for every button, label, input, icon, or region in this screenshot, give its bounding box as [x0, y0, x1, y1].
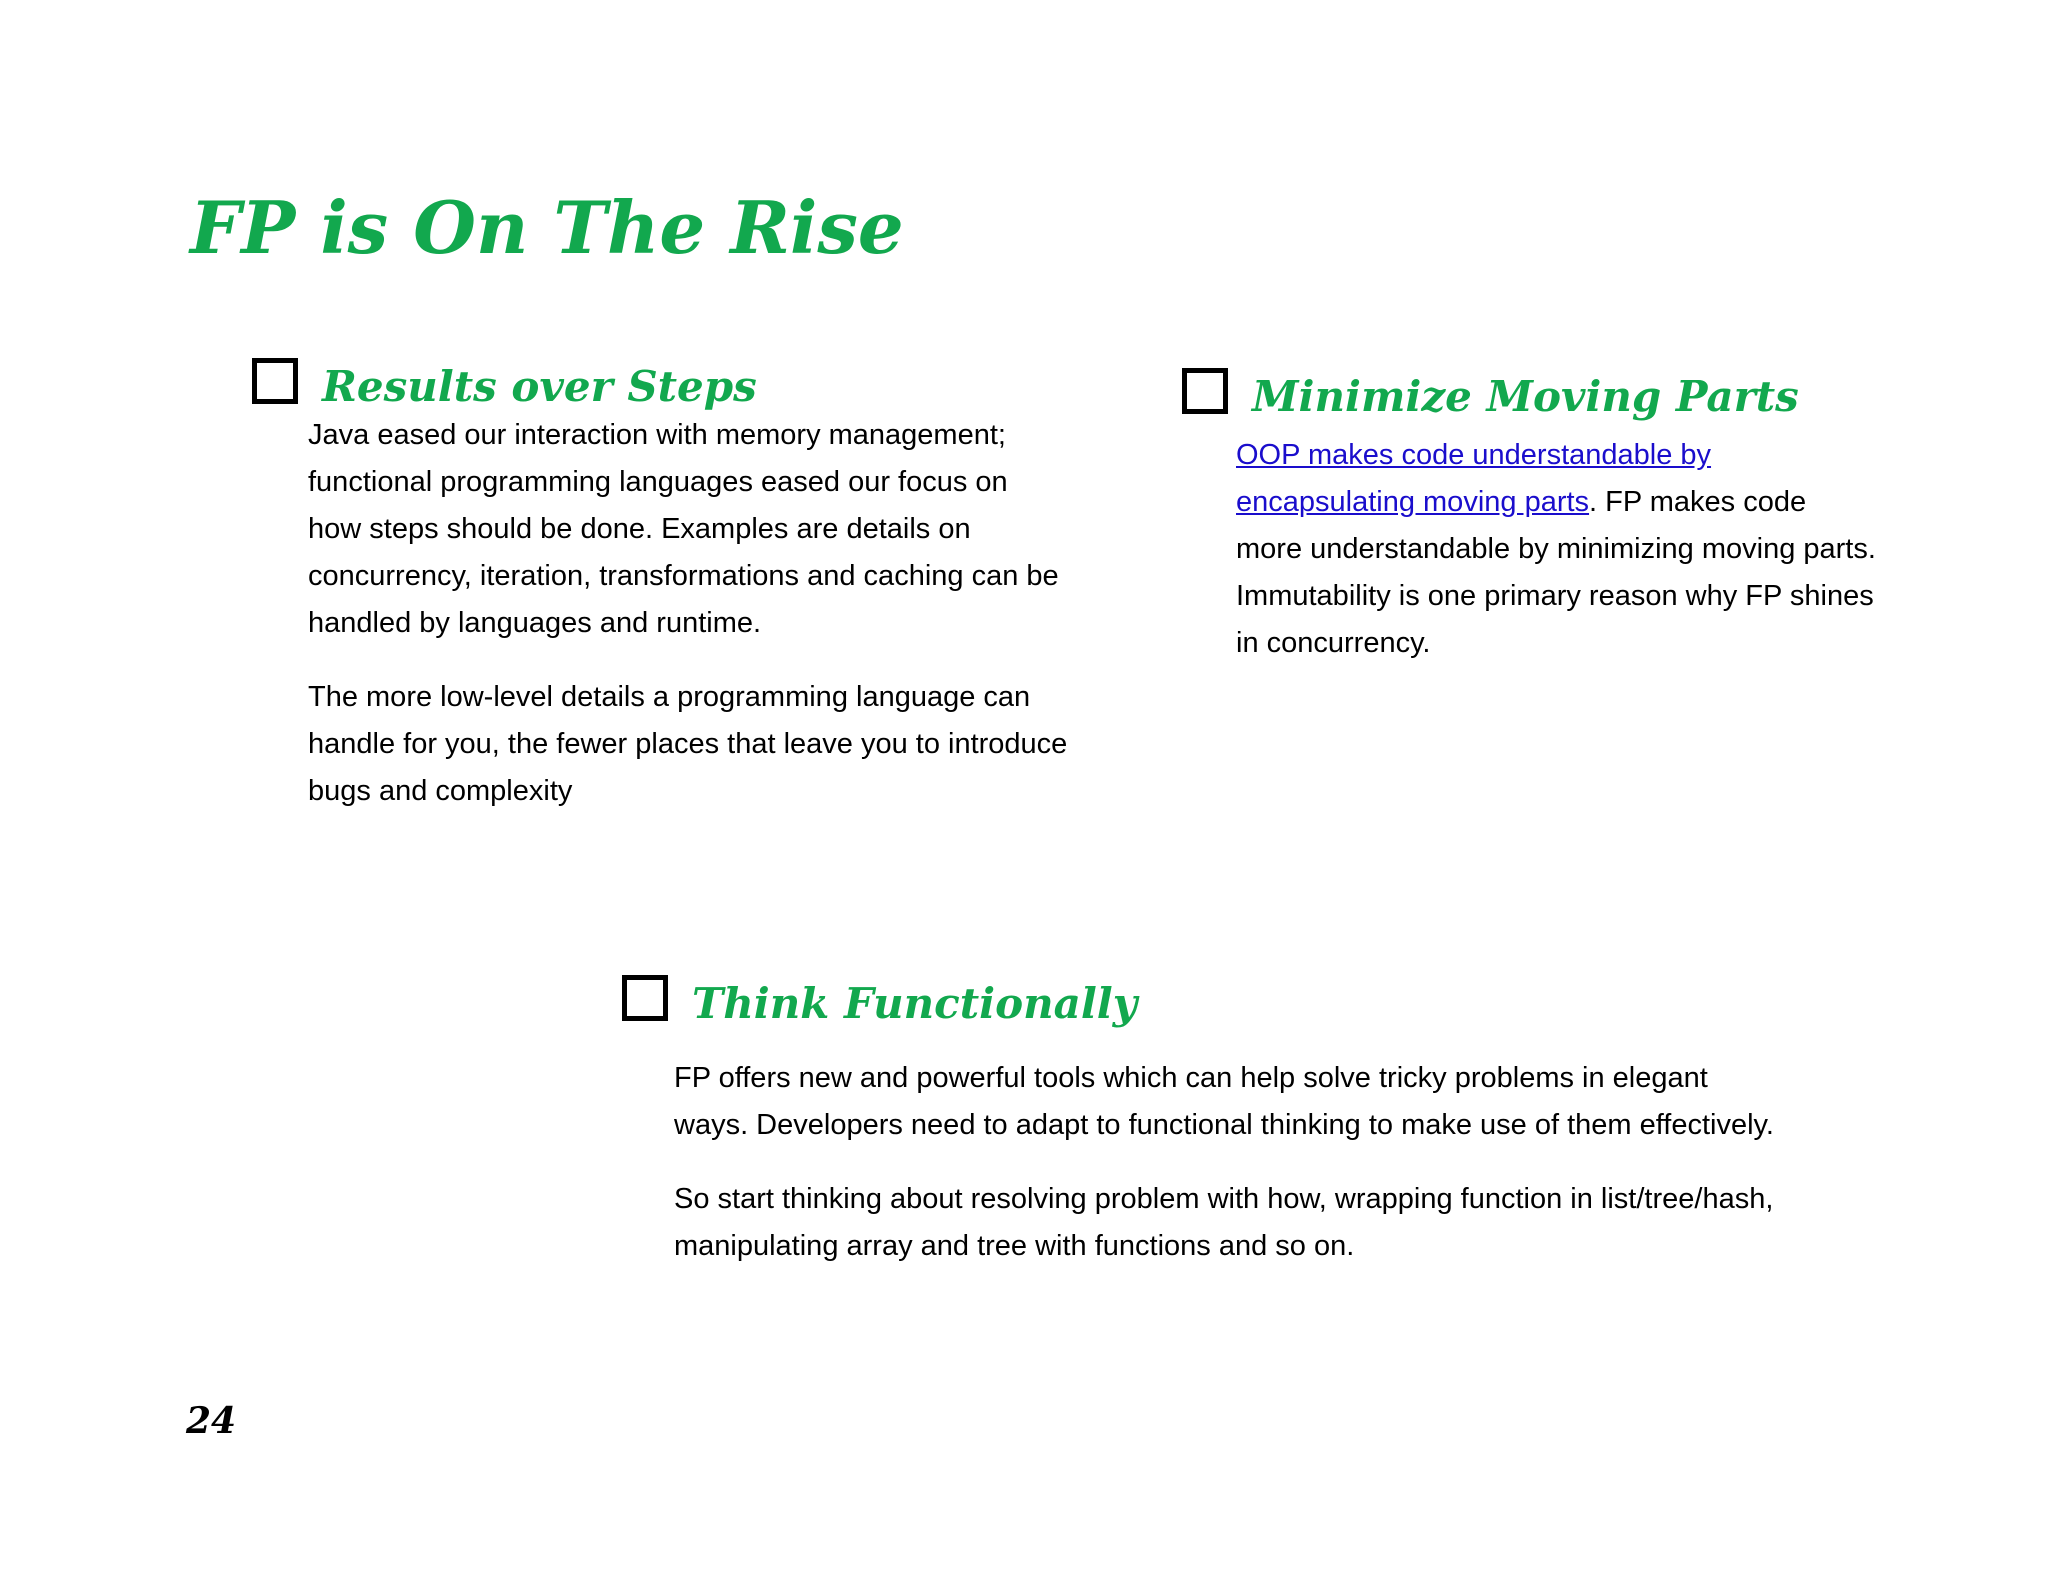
checkbox-icon [1182, 368, 1228, 414]
section-body [308, 412, 1068, 815]
page-number: 24 [186, 1400, 237, 1442]
section-header [252, 358, 1068, 410]
section-results-over-steps [252, 358, 1068, 815]
section-think-functionally [622, 975, 1774, 1270]
checkbox-icon [622, 975, 668, 1021]
section-title: Results over Steps [322, 362, 757, 411]
section-body [1236, 432, 1876, 667]
paragraph [1236, 432, 1876, 667]
section-body [674, 1055, 1774, 1270]
paragraph: So start thinking about resolving problem with how, wrapping function in list/tree/hash, manipulating array and tree with functions and so on. [674, 1183, 1774, 1263]
paragraph: The more low-level details a programming language can handle for you, the fewer places that leave you to introduce bugs and complexity [308, 681, 1068, 808]
page-title: FP is On The Rise [190, 185, 904, 270]
paragraph-text: . FP makes code more understandable by minimizing moving parts. Immutability is one primary reason why FP shines in concurrency. [1236, 486, 1876, 660]
checkbox-icon [252, 358, 298, 404]
section-minimize-moving-parts [1182, 368, 1876, 667]
oop-encapsulation-link[interactable]: OOP makes code understandable by encapsulating moving parts [1236, 439, 1712, 519]
section-header [622, 975, 1774, 1027]
section-header [1182, 368, 1876, 420]
paragraph: FP offers new and powerful tools which can help solve tricky problems in elegant ways. Developers need to adapt to functional thinking to make use of them effectively. [674, 1062, 1774, 1142]
section-title: Think Functionally [692, 979, 1138, 1028]
section-title: Minimize Moving Parts [1252, 372, 1799, 421]
paragraph: Java eased our interaction with memory management; functional programming languages eased our focus on how steps should be done. Examples are details on concurrency, iteration, transformations and caching can be handled by languages and runtime. [308, 419, 1059, 640]
